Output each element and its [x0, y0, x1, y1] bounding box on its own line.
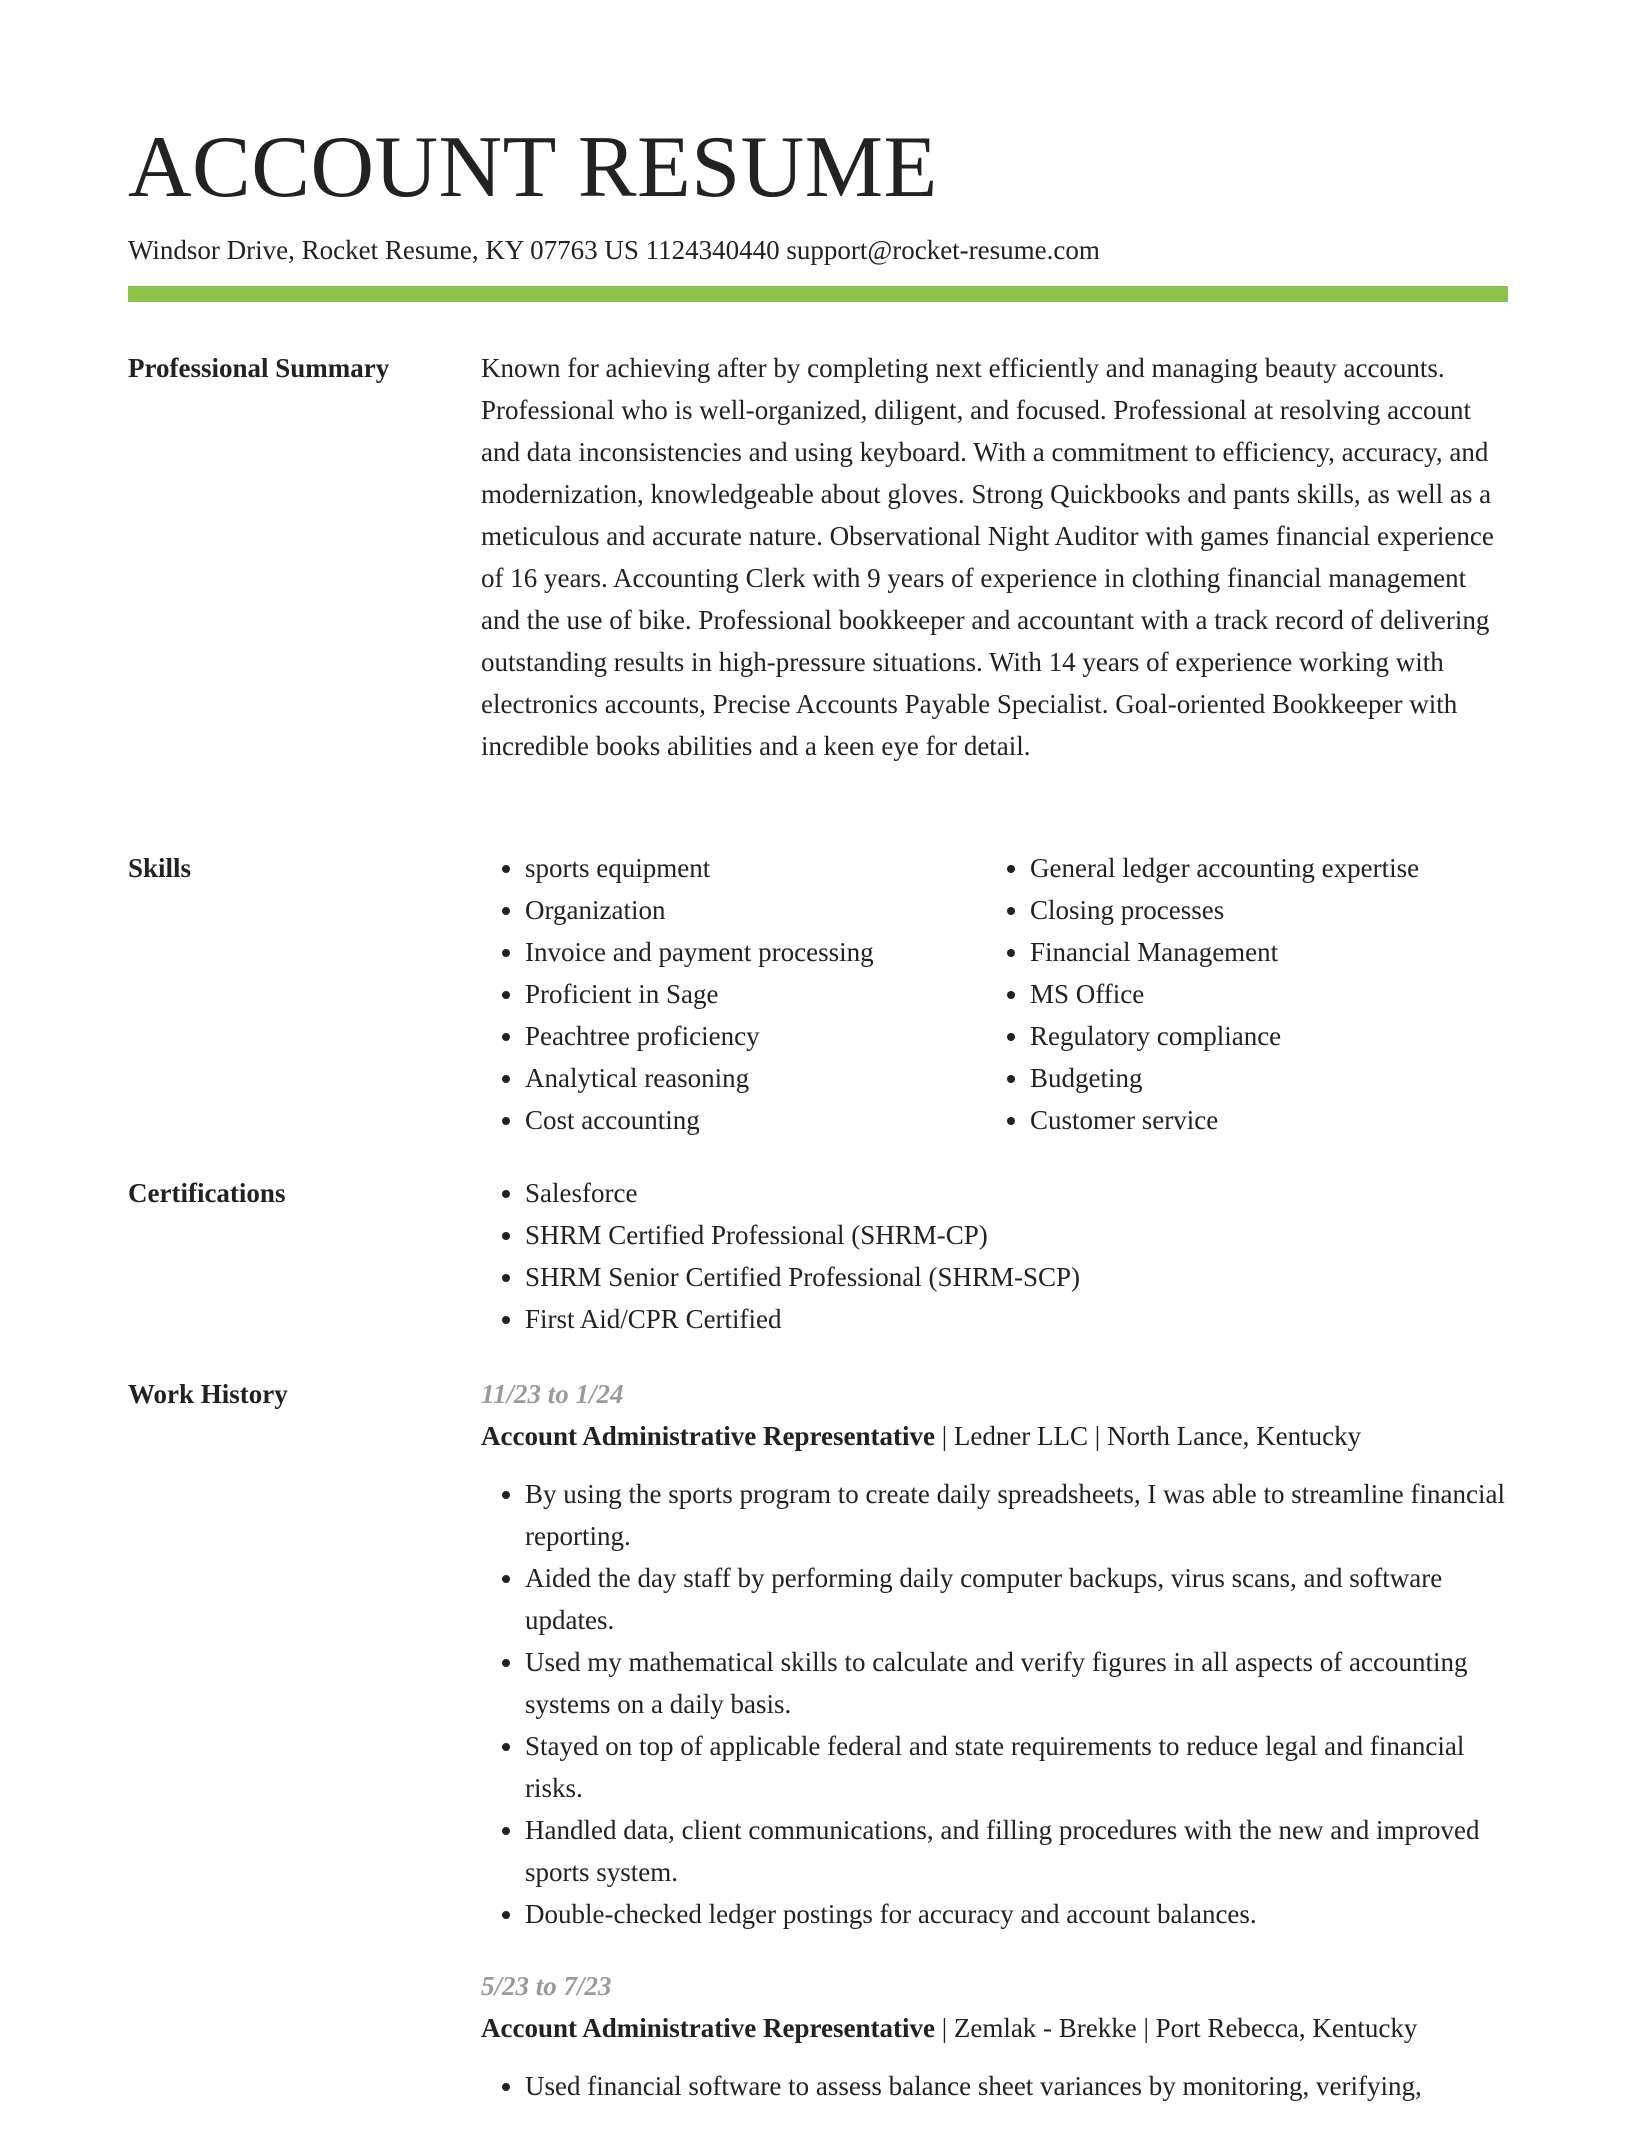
skills-column-right: [986, 847, 1491, 1141]
job-bullet: • Used my mathematical skills to calculate and verify figures in all aspects of accounting systems on a daily basis.: [525, 1641, 1508, 1725]
certification-item: • SHRM Certified Professional (SHRM-CP): [525, 1214, 1508, 1256]
skill-item: • sports equipment: [525, 847, 986, 889]
job-bullet-list: [481, 2065, 1508, 2107]
skill-item: • Customer service: [1030, 1099, 1491, 1141]
skills-list-left: [481, 847, 986, 1141]
skill-item: • Organization: [525, 889, 986, 931]
certifications-body: [481, 1172, 1508, 1340]
job-heading: [481, 1415, 1508, 1457]
job-bullet: • Handled data, client communications, and filling procedures with the new and improved sports system.: [525, 1809, 1508, 1893]
skill-item: • Regulatory compliance: [1030, 1015, 1491, 1057]
skill-item: • Cost accounting: [525, 1099, 986, 1141]
job-dates: 5/23 to 7/23: [481, 1971, 612, 2001]
job-details: | Zemlak - Brekke | Port Rebecca, Kentucky: [934, 2013, 1418, 2043]
job-heading: [481, 2007, 1508, 2049]
section-label-summary: Professional Summary: [128, 353, 390, 383]
job-bullet: • By using the sports program to create daily spreadsheets, I was able to streamline financial reporting.: [525, 1473, 1508, 1557]
resume-title: ACCOUNT RESUME: [128, 119, 938, 216]
job-bullet: • Double-checked ledger postings for accuracy and account balances.: [525, 1893, 1508, 1935]
certification-item: • Salesforce: [525, 1172, 1508, 1214]
summary-body: [481, 347, 1508, 767]
job-entry: [481, 1965, 1508, 2107]
skill-item: • General ledger accounting expertise: [1030, 847, 1491, 889]
skill-item: • Invoice and payment processing: [525, 931, 986, 973]
section-label-skills: Skills: [128, 853, 192, 883]
job-details: | Ledner LLC | North Lance, Kentucky: [934, 1421, 1362, 1451]
skill-item: • MS Office: [1030, 973, 1491, 1015]
skill-item: • Financial Management: [1030, 931, 1491, 973]
skills-list-right: [986, 847, 1491, 1141]
work-history-body: [481, 1373, 1508, 2137]
certification-item: • First Aid/CPR Certified: [525, 1298, 1508, 1340]
certifications-list: [481, 1172, 1508, 1340]
skills-body: [481, 847, 1508, 1141]
skill-item: • Analytical reasoning: [525, 1057, 986, 1099]
section-label-work-history: Work History: [128, 1379, 288, 1409]
skill-item: • Closing processes: [1030, 889, 1491, 931]
job-entry: [481, 1373, 1508, 1935]
job-bullet-list: [481, 1473, 1508, 1935]
section-label-certifications: Certifications: [128, 1178, 286, 1208]
certification-item: • SHRM Senior Certified Professional (SHRM-SCP): [525, 1256, 1508, 1298]
job-title: Account Administrative Representative: [481, 2013, 935, 2043]
job-title: Account Administrative Representative: [481, 1421, 935, 1451]
job-bullet: • Used financial software to assess balance sheet variances by monitoring, verifying,: [525, 2065, 1508, 2107]
job-bullet: • Aided the day staff by performing daily computer backups, virus scans, and software updates.: [525, 1557, 1508, 1641]
skill-item: • Proficient in Sage: [525, 973, 986, 1015]
skill-item: • Peachtree proficiency: [525, 1015, 986, 1057]
accent-divider: [128, 286, 1508, 302]
job-dates: 11/23 to 1/24: [481, 1379, 624, 1409]
skill-item: • Budgeting: [1030, 1057, 1491, 1099]
job-bullet: • Stayed on top of applicable federal and state requirements to reduce legal and financial risks.: [525, 1725, 1508, 1809]
contact-line: Windsor Drive, Rocket Resume, KY 07763 US 1124340440 support@rocket-resume.com: [128, 235, 1100, 265]
skills-column-left: [481, 847, 986, 1141]
summary-text: Known for achieving after by completing next efficiently and managing beauty accounts. Professional who is well-organized, diligent, and focused. Professional at resolving account and data inconsistencies and using keyboard. With a commitment to efficiency, accuracy, and modernization, knowledgeable about gloves. Strong Quickbooks and pants skills, as well as a meticulous and accurate nature. Observational Night Auditor with games financial experience of 16 years. Accounting Clerk with 9 years of experience in clothing financial management and the use of bike. Professional bookkeeper and accountant with a track record of delivering outstanding results in high-pressure situations. With 14 years of experience working with electronics accounts, Precise Accounts Payable Specialist. Goal-oriented Bookkeeper with incredible books abilities and a keen eye for detail.: [481, 353, 1494, 761]
